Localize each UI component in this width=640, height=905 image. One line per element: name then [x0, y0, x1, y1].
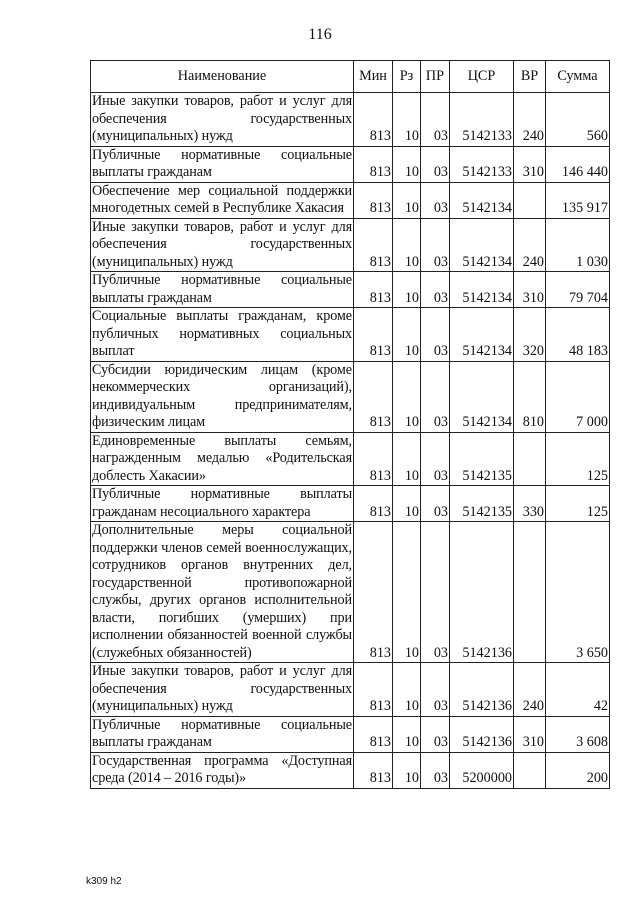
header-pr: ПР	[421, 61, 450, 93]
row-pr: 03	[421, 182, 450, 218]
table-row	[91, 272, 610, 308]
row-min: 813	[354, 272, 393, 308]
row-vr: 240	[514, 663, 546, 717]
row-pr: 03	[421, 432, 450, 486]
row-name: Государственная программа «Доступная среда (2014 – 2016 годы)»	[92, 752, 352, 786]
row-rz: 10	[393, 218, 421, 272]
row-name: Иные закупки товаров, работ и услуг для обеспечения государственных (муниципальных) нужд	[92, 663, 352, 714]
row-pr: 03	[421, 663, 450, 717]
row-rz: 10	[393, 182, 421, 218]
row-csr: 5142134	[450, 361, 514, 432]
table-row	[91, 752, 610, 788]
page-number: 116	[308, 26, 332, 43]
row-vr: 240	[514, 218, 546, 272]
row-vr: 330	[514, 486, 546, 522]
row-pr: 03	[421, 361, 450, 432]
table-header-row	[91, 61, 610, 93]
row-min: 813	[354, 752, 393, 788]
row-sum: 42	[546, 663, 610, 717]
row-rz: 10	[393, 308, 421, 362]
budget-table	[90, 60, 610, 789]
row-vr: 310	[514, 146, 546, 182]
table-row	[91, 308, 610, 362]
row-rz: 10	[393, 716, 421, 752]
table-row	[91, 218, 610, 272]
row-vr	[514, 752, 546, 788]
row-vr: 240	[514, 93, 546, 147]
row-pr: 03	[421, 752, 450, 788]
header-min: Мин	[354, 61, 393, 93]
row-min: 813	[354, 218, 393, 272]
table-row	[91, 486, 610, 522]
row-sum: 125	[546, 486, 610, 522]
row-name: Социальные выплаты гражданам, кроме публичных нормативных социальных выплат	[92, 308, 352, 359]
row-vr: 320	[514, 308, 546, 362]
row-vr	[514, 182, 546, 218]
row-pr: 03	[421, 218, 450, 272]
row-sum: 7 000	[546, 361, 610, 432]
row-csr: 5200000	[450, 752, 514, 788]
row-min: 813	[354, 522, 393, 663]
table-row	[91, 522, 610, 663]
table-row	[91, 716, 610, 752]
row-min: 813	[354, 146, 393, 182]
row-csr: 5142136	[450, 716, 514, 752]
row-name: Иные закупки товаров, работ и услуг для обеспечения государственных (муниципальных) нужд	[92, 93, 352, 144]
row-sum: 3 608	[546, 716, 610, 752]
row-vr	[514, 522, 546, 663]
row-pr: 03	[421, 716, 450, 752]
table-row	[91, 93, 610, 147]
row-csr: 5142135	[450, 486, 514, 522]
row-sum: 1 030	[546, 218, 610, 272]
row-rz: 10	[393, 432, 421, 486]
row-rz: 10	[393, 752, 421, 788]
row-min: 813	[354, 432, 393, 486]
row-rz: 10	[393, 146, 421, 182]
row-sum: 125	[546, 432, 610, 486]
row-min: 813	[354, 716, 393, 752]
row-pr: 03	[421, 93, 450, 147]
table-row	[91, 432, 610, 486]
table-row	[91, 146, 610, 182]
header-vr: ВР	[514, 61, 546, 93]
header-csr: ЦСР	[450, 61, 514, 93]
row-pr: 03	[421, 272, 450, 308]
row-pr: 03	[421, 486, 450, 522]
table-row	[91, 182, 610, 218]
row-pr: 03	[421, 146, 450, 182]
row-sum: 200	[546, 752, 610, 788]
row-name: Публичные нормативные выплаты гражданам несоциального характера	[92, 486, 352, 520]
row-csr: 5142133	[450, 93, 514, 147]
row-sum: 135 917	[546, 182, 610, 218]
row-name: Субсидии юридическим лицам (кроме некоммерческих организаций), индивидуальным предпринимателям, физическим лицам	[92, 361, 352, 430]
row-vr: 810	[514, 361, 546, 432]
row-pr: 03	[421, 522, 450, 663]
row-sum: 48 183	[546, 308, 610, 362]
row-name: Публичные нормативные социальные выплаты гражданам	[92, 716, 352, 750]
row-name: Публичные нормативные социальные выплаты гражданам	[92, 272, 352, 306]
row-name: Единовременные выплаты семьям, награжденным медалью «Родительская доблесть Хакасии»	[92, 432, 352, 484]
header-sum: Сумма	[546, 61, 610, 93]
row-sum: 79 704	[546, 272, 610, 308]
row-sum: 3 650	[546, 522, 610, 663]
row-min: 813	[354, 663, 393, 717]
row-csr: 5142134	[450, 308, 514, 362]
row-vr	[514, 432, 546, 486]
row-name: Обеспечение мер социальной поддержки многодетных семей в Республике Хакасия	[92, 182, 352, 216]
row-name: Публичные нормативные социальные выплаты гражданам	[92, 146, 352, 180]
footer-code: k309 h2	[86, 876, 122, 887]
row-rz: 10	[393, 272, 421, 308]
row-min: 813	[354, 361, 393, 432]
row-name: Иные закупки товаров, работ и услуг для обеспечения государственных (муниципальных) нужд	[92, 218, 352, 270]
row-rz: 10	[393, 663, 421, 717]
row-min: 813	[354, 308, 393, 362]
row-csr: 5142133	[450, 146, 514, 182]
row-rz: 10	[393, 361, 421, 432]
row-pr: 03	[421, 308, 450, 362]
row-sum: 146 440	[546, 146, 610, 182]
row-name: Дополнительные меры социальной поддержки членов семей военнослужащих, сотрудников органов внутренних дел, государственной противопожарной службы, других органов исполнительной власти, погибших (умерших) при исполнении обязанностей военной службы (служебных обязанностей)	[92, 522, 352, 661]
row-csr: 5142135	[450, 432, 514, 486]
row-min: 813	[354, 486, 393, 522]
row-csr: 5142134	[450, 272, 514, 308]
row-rz: 10	[393, 522, 421, 663]
row-rz: 10	[393, 93, 421, 147]
row-csr: 5142136	[450, 663, 514, 717]
row-min: 813	[354, 93, 393, 147]
row-csr: 5142134	[450, 218, 514, 272]
row-rz: 10	[393, 486, 421, 522]
row-csr: 5142136	[450, 522, 514, 663]
row-vr: 310	[514, 272, 546, 308]
header-name: Наименование	[91, 61, 354, 93]
row-vr: 310	[514, 716, 546, 752]
table-row	[91, 361, 610, 432]
table-row	[91, 663, 610, 717]
row-min: 813	[354, 182, 393, 218]
row-sum: 560	[546, 93, 610, 147]
header-rz: Рз	[393, 61, 421, 93]
row-csr: 5142134	[450, 182, 514, 218]
